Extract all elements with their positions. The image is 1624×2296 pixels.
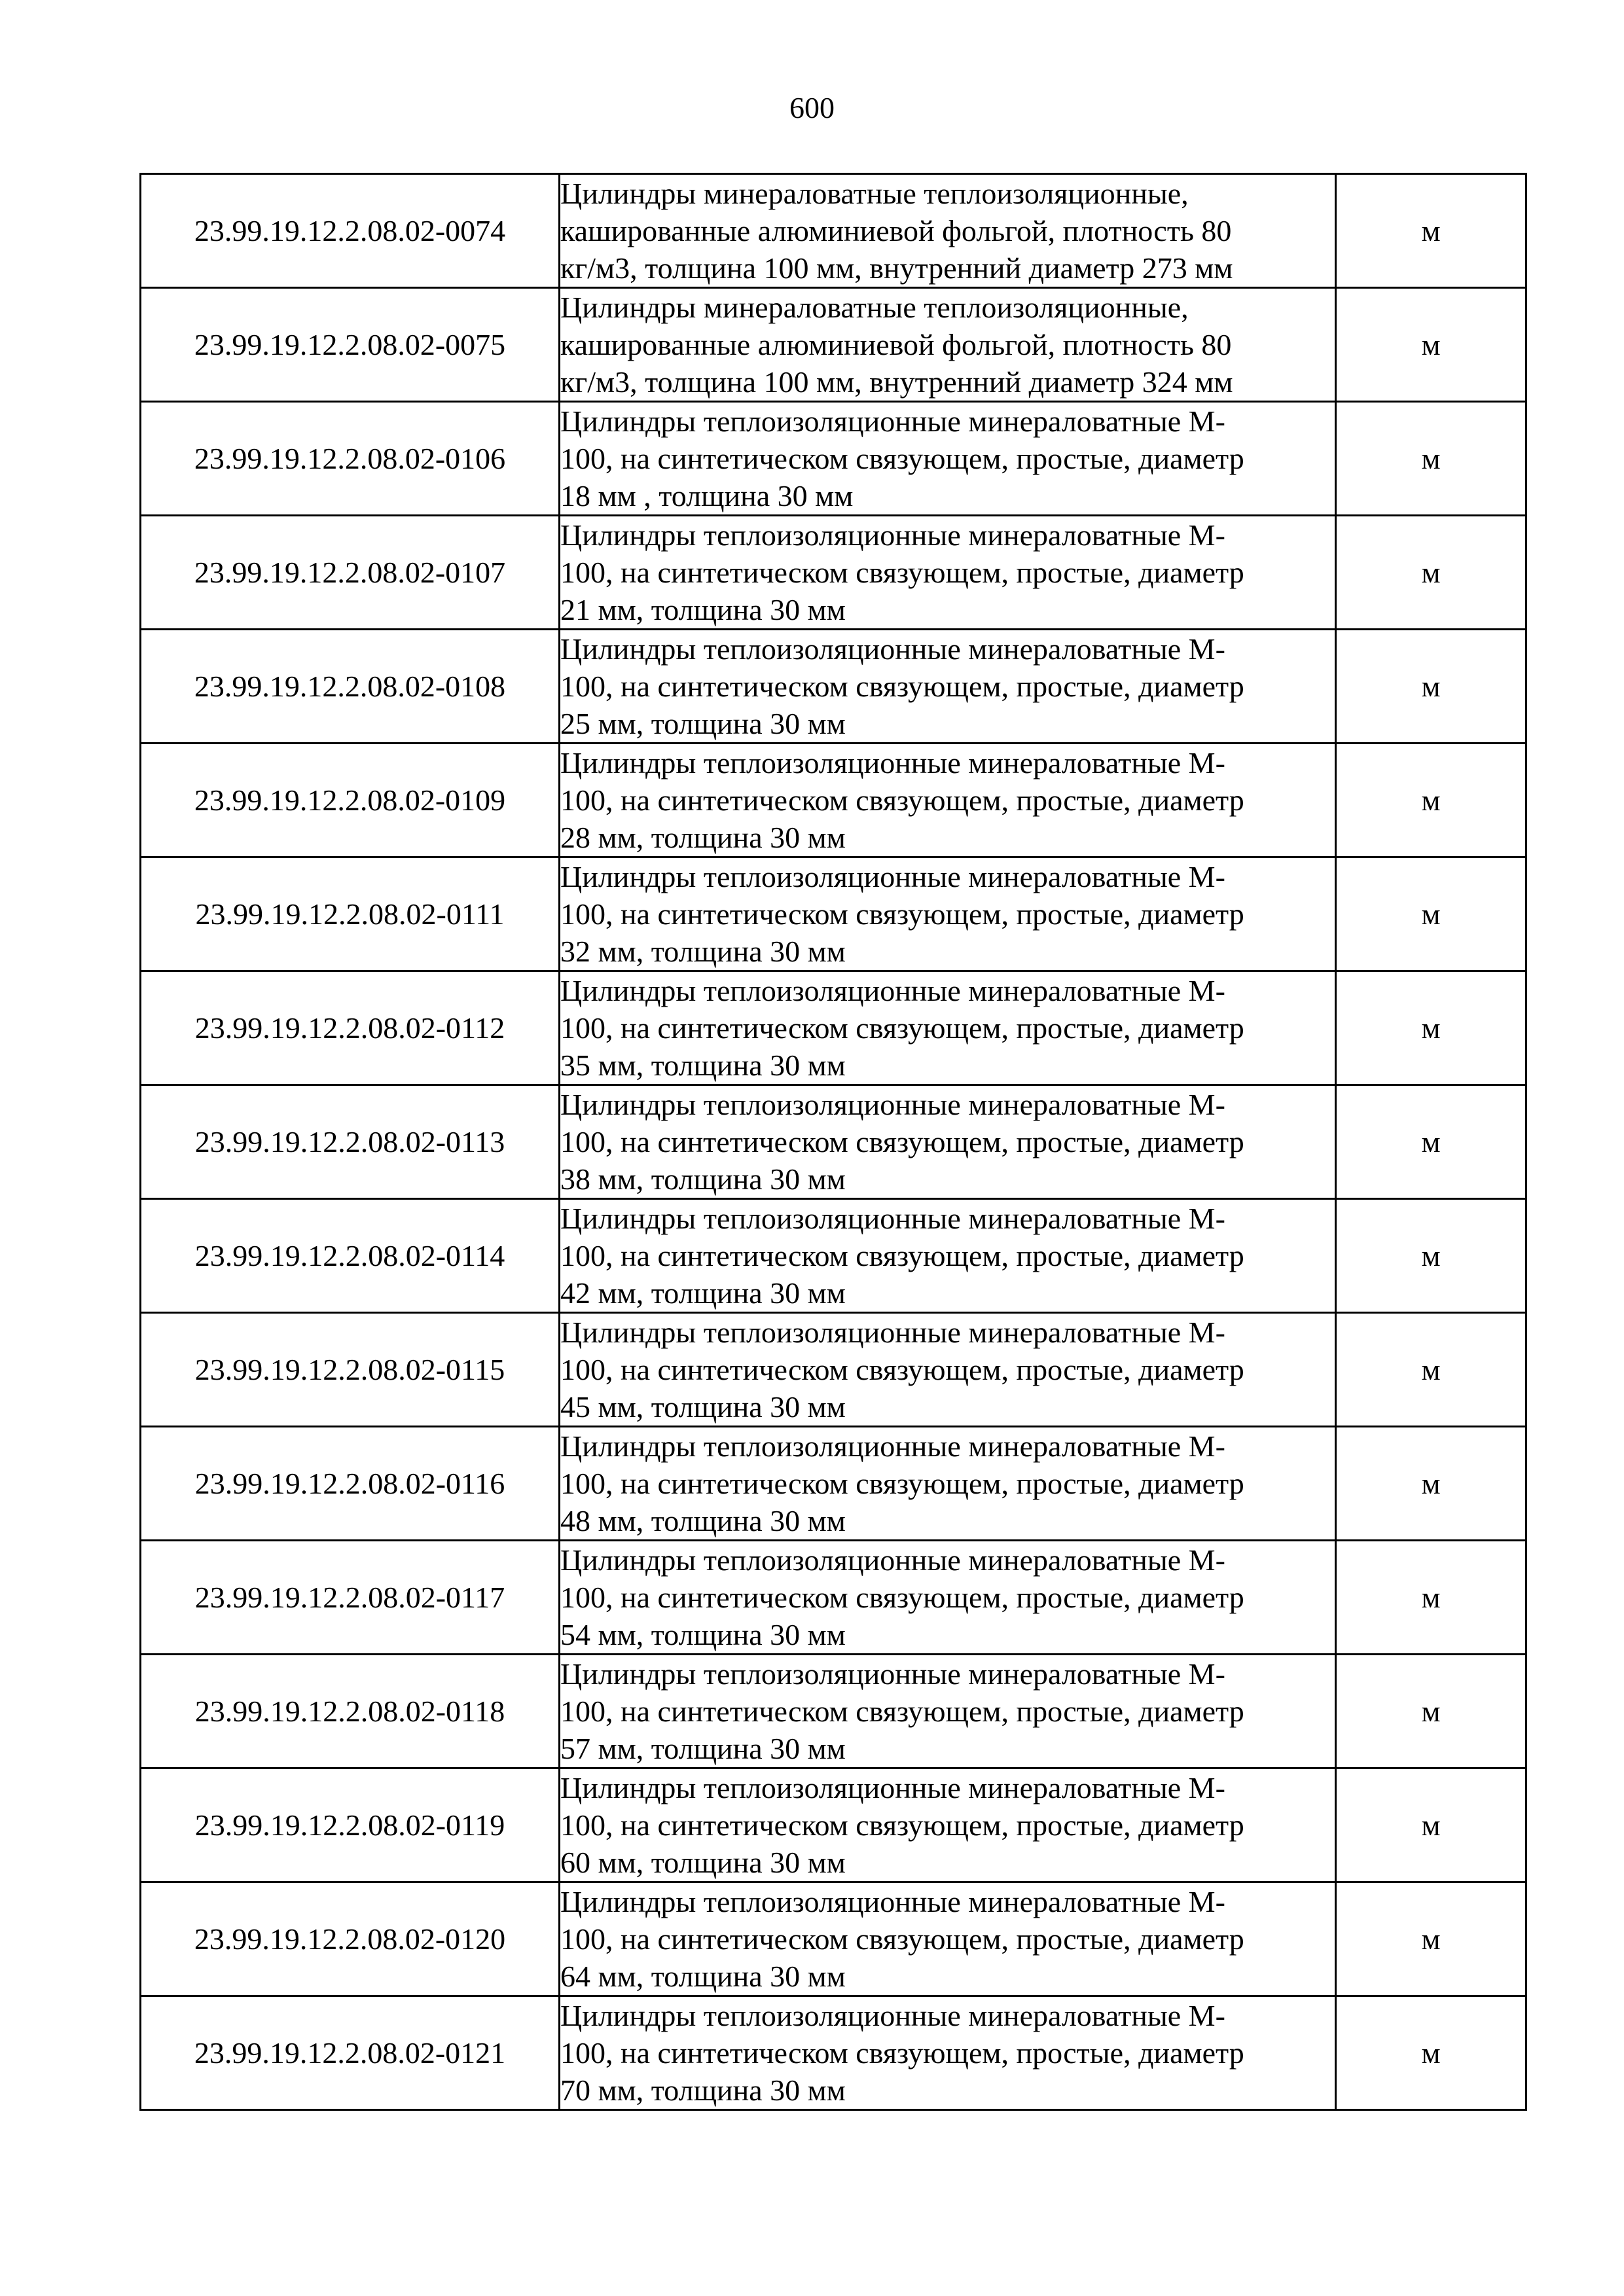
description-line: 70 мм, толщина 30 мм [560, 2073, 846, 2107]
resource-code-cell: 23.99.19.12.2.08.02-0115 [141, 1313, 560, 1427]
description-line: кашированные алюминиевой фольгой, плотность 80 [560, 214, 1232, 247]
description-line: 18 мм , толщина 30 мм [560, 479, 854, 512]
resource-description-cell [560, 857, 1336, 971]
description-line: Цилиндры теплоизоляционные минераловатные М- [560, 1885, 1225, 1918]
resource-description-cell [560, 174, 1336, 288]
description-line: 45 мм, толщина 30 мм [560, 1390, 846, 1424]
description-line: 48 мм, толщина 30 мм [560, 1504, 846, 1537]
description-line: 100, на синтетическом связующем, простые, диаметр [560, 1808, 1244, 1842]
table-row [141, 402, 1526, 516]
resource-code-cell: 23.99.19.12.2.08.02-0075 [141, 288, 560, 402]
description-line: 100, на синтетическом связующем, простые, диаметр [560, 1125, 1244, 1158]
unit-cell: м [1336, 857, 1526, 971]
table-row [141, 288, 1526, 402]
description-line: Цилиндры теплоизоляционные минераловатные М- [560, 1771, 1225, 1804]
resource-description-cell [560, 1996, 1336, 2110]
resource-code-cell: 23.99.19.12.2.08.02-0106 [141, 402, 560, 516]
description-line: 64 мм, толщина 30 мм [560, 1960, 846, 1993]
unit-cell: м [1336, 1655, 1526, 1768]
description-line: 100, на синтетическом связующем, простые, диаметр [560, 670, 1244, 703]
description-line: Цилиндры минераловатные теплоизоляционные, [560, 177, 1189, 210]
table-row [141, 1768, 1526, 1882]
table-row [141, 630, 1526, 744]
resource-description-cell [560, 1427, 1336, 1541]
unit-cell: м [1336, 744, 1526, 857]
resource-description-cell [560, 1313, 1336, 1427]
resource-description-cell [560, 1541, 1336, 1655]
unit-cell: м [1336, 516, 1526, 630]
resource-code-cell: 23.99.19.12.2.08.02-0117 [141, 1541, 560, 1655]
description-line: 100, на синтетическом связующем, простые, диаметр [560, 1011, 1244, 1045]
description-line: 100, на синтетическом связующем, простые, диаметр [560, 1353, 1244, 1386]
description-line: 100, на синтетическом связующем, простые, диаметр [560, 1581, 1244, 1614]
table-row [141, 1541, 1526, 1655]
resource-code-cell: 23.99.19.12.2.08.02-0109 [141, 744, 560, 857]
table-row [141, 174, 1526, 288]
description-line: Цилиндры минераловатные теплоизоляционные, [560, 291, 1189, 324]
description-line: 54 мм, толщина 30 мм [560, 1618, 846, 1651]
unit-cell: м [1336, 1768, 1526, 1882]
table-body [141, 174, 1526, 2110]
resource-code-cell: 23.99.19.12.2.08.02-0116 [141, 1427, 560, 1541]
description-line: 100, на синтетическом связующем, простые, диаметр [560, 2036, 1244, 2070]
unit-cell: м [1336, 174, 1526, 288]
unit-cell: м [1336, 971, 1526, 1085]
description-line: 25 мм, толщина 30 мм [560, 707, 846, 740]
resource-description-cell [560, 402, 1336, 516]
description-line: 100, на синтетическом связующем, простые, диаметр [560, 783, 1244, 817]
description-line: Цилиндры теплоизоляционные минераловатные М- [560, 1088, 1225, 1121]
resource-code-cell: 23.99.19.12.2.08.02-0108 [141, 630, 560, 744]
description-line: 100, на синтетическом связующем, простые, диаметр [560, 1695, 1244, 1728]
description-line: Цилиндры теплоизоляционные минераловатные М- [560, 1202, 1225, 1235]
description-line: Цилиндры теплоизоляционные минераловатные М- [560, 1429, 1225, 1463]
unit-cell: м [1336, 1427, 1526, 1541]
resource-code-cell: 23.99.19.12.2.08.02-0107 [141, 516, 560, 630]
materials-table [139, 173, 1527, 2111]
resource-description-cell [560, 1882, 1336, 1996]
table-row [141, 857, 1526, 971]
resource-code-cell: 23.99.19.12.2.08.02-0119 [141, 1768, 560, 1882]
description-line: Цилиндры теплоизоляционные минераловатные М- [560, 746, 1225, 780]
description-line: Цилиндры теплоизоляционные минераловатные М- [560, 860, 1225, 893]
description-line: 42 мм, толщина 30 мм [560, 1276, 846, 1310]
description-line: 60 мм, толщина 30 мм [560, 1846, 846, 1879]
page-number: 600 [789, 91, 835, 124]
resource-code-cell: 23.99.19.12.2.08.02-0120 [141, 1882, 560, 1996]
resource-code-cell: 23.99.19.12.2.08.02-0121 [141, 1996, 560, 2110]
resource-code-cell: 23.99.19.12.2.08.02-0111 [141, 857, 560, 971]
resource-description-cell [560, 971, 1336, 1085]
description-line: 100, на синтетическом связующем, простые, диаметр [560, 442, 1244, 475]
description-line: Цилиндры теплоизоляционные минераловатные М- [560, 1999, 1225, 2032]
resource-code-cell: 23.99.19.12.2.08.02-0118 [141, 1655, 560, 1768]
description-line: 28 мм, толщина 30 мм [560, 821, 846, 854]
resource-description-cell [560, 1199, 1336, 1313]
resource-description-cell [560, 744, 1336, 857]
description-line: 100, на синтетическом связующем, простые, диаметр [560, 1922, 1244, 1956]
description-line: Цилиндры теплоизоляционные минераловатные М- [560, 1543, 1225, 1577]
description-line: Цилиндры теплоизоляционные минераловатные М- [560, 1316, 1225, 1349]
description-line: 21 мм, толщина 30 мм [560, 593, 846, 626]
resource-description-cell [560, 288, 1336, 402]
table-row [141, 1199, 1526, 1313]
resource-code-cell: 23.99.19.12.2.08.02-0114 [141, 1199, 560, 1313]
description-line: 100, на синтетическом связующем, простые, диаметр [560, 897, 1244, 931]
table-row [141, 516, 1526, 630]
resource-code-cell: 23.99.19.12.2.08.02-0112 [141, 971, 560, 1085]
unit-cell: м [1336, 1199, 1526, 1313]
table-row [141, 1655, 1526, 1768]
unit-cell: м [1336, 630, 1526, 744]
table-row [141, 1313, 1526, 1427]
description-line: Цилиндры теплоизоляционные минераловатные М- [560, 404, 1225, 438]
unit-cell: м [1336, 1085, 1526, 1199]
resource-description-cell [560, 1768, 1336, 1882]
description-line: Цилиндры теплоизоляционные минераловатные М- [560, 1657, 1225, 1691]
resource-description-cell [560, 1655, 1336, 1768]
unit-cell: м [1336, 1882, 1526, 1996]
description-line: кг/м3, толщина 100 мм, внутренний диаметр 273 мм [560, 251, 1233, 285]
table-row [141, 1427, 1526, 1541]
description-line: 100, на синтетическом связующем, простые, диаметр [560, 556, 1244, 589]
resource-description-cell [560, 1085, 1336, 1199]
description-line: 32 мм, толщина 30 мм [560, 935, 846, 968]
description-line: Цилиндры теплоизоляционные минераловатные М- [560, 518, 1225, 552]
table-row [141, 1085, 1526, 1199]
description-line: 38 мм, толщина 30 мм [560, 1162, 846, 1196]
description-line: Цилиндры теплоизоляционные минераловатные М- [560, 632, 1225, 666]
description-line: 35 мм, толщина 30 мм [560, 1049, 846, 1082]
unit-cell: м [1336, 1313, 1526, 1427]
unit-cell: м [1336, 288, 1526, 402]
description-line: кашированные алюминиевой фольгой, плотность 80 [560, 328, 1232, 361]
unit-cell: м [1336, 1996, 1526, 2110]
unit-cell: м [1336, 402, 1526, 516]
description-line: кг/м3, толщина 100 мм, внутренний диаметр 324 мм [560, 365, 1233, 399]
resource-description-cell [560, 630, 1336, 744]
description-line: 100, на синтетическом связующем, простые, диаметр [560, 1467, 1244, 1500]
resource-code-cell: 23.99.19.12.2.08.02-0113 [141, 1085, 560, 1199]
description-line: Цилиндры теплоизоляционные минераловатные М- [560, 974, 1225, 1007]
description-line: 57 мм, толщина 30 мм [560, 1732, 846, 1765]
table-row [141, 1996, 1526, 2110]
unit-cell: м [1336, 1541, 1526, 1655]
resource-description-cell [560, 516, 1336, 630]
table-row [141, 744, 1526, 857]
resource-code-cell: 23.99.19.12.2.08.02-0074 [141, 174, 560, 288]
table-row [141, 1882, 1526, 1996]
description-line: 100, на синтетическом связующем, простые, диаметр [560, 1239, 1244, 1272]
table-row [141, 971, 1526, 1085]
